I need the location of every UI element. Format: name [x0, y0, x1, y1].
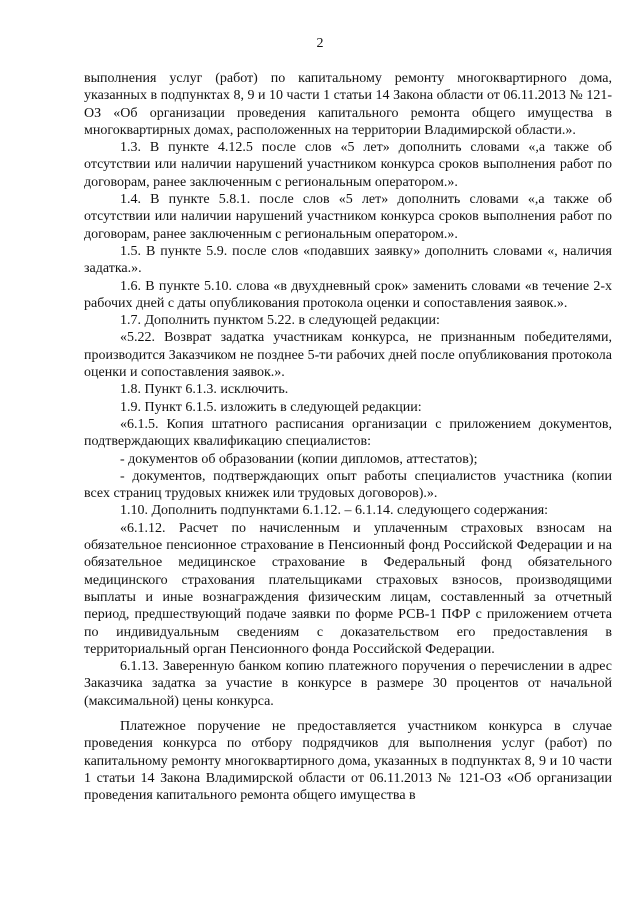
paragraph-1-10: 1.10. Дополнить подпунктами 6.1.12. – 6.1.14. следующего содержания: — [120, 503, 549, 519]
paragraph-1-8: 1.8. Пункт 6.1.3. исключить. — [120, 382, 289, 398]
paragraph-list-item-experience: - документов, подтверждающих опыт работы специалистов участника (копии всех страниц трудовых книжек или трудовых договоров).». — [84, 468, 612, 502]
paragraph-payment-order: Платежное поручение не предоставляется участником конкурса в случае проведения конкурса по отбору подрядчиков для выполнения услуг (работ) по капитальному ремонту многоквартирного дома, указанных в подпунктах 8, 9 и 10 части 1 статьи 14 Закона Владимирской области от 06.11.2013 № 121-ОЗ «Об организации проведения капитального ремонта общего имущества в — [84, 718, 612, 804]
paragraph-continuation: выполнения услуг (работ) по капитальному ремонту многоквартирного дома, указанных в подпунктах 8, 9 и 10 части 1 статьи 14 Закона области от 06.11.2013 № 121-ОЗ «Об организации проведения капитального ремонта общего имущества в многоквартирных домах, расположенных на территории Владимирской области.». — [84, 71, 612, 138]
paragraph-1-3: 1.3. В пункте 4.12.5 после слов «5 лет» дополнить словами «,а также об отсутствии или наличии нарушений участником конкурса сроков выполнения работ по договорам, ранее заключенным с региональным оператором.». — [84, 140, 612, 190]
paragraph-6-1-12: «6.1.12. Расчет по начисленным и уплаченным страховых взносам на обязательное пенсионное страхование в Пенсионный фонд Российской Федерации и на обязательное медицинское страхование в Федеральный фонд обязательного медицинского страхования плательщиками страховых взносов, производящими выплаты и иные вознаграждения физическим лицам, составленный за отчетный период, предшествующий подаче заявки по форме РСВ-1 ПФР с приложением отчета по индивидуальным сведениям с доказательством его предоставления в территориальный орган Пенсионного фонда Российской Федерации. — [84, 520, 612, 657]
paragraph-1-5: 1.5. В пункте 5.9. после слов «подавших заявку» дополнить словами «, наличия задатка.». — [84, 243, 612, 277]
paragraph-1-4: 1.4. В пункте 5.8.1. после слов «5 лет» дополнить словами «,а также об отсутствии или наличии нарушений участником конкурса сроков выполнения работ по договорам, ранее заключенным с региональным оператором.». — [84, 192, 612, 242]
paragraph-6-1-13: 6.1.13. Заверенную банком копию платежного поручения о перечислении в адрес Заказчика задатка за участие в конкурсе в размере 30 процентов от начальной (максимальной) цены конкурса. — [84, 659, 612, 709]
paragraph-list-item-education: - документов об образовании (копии дипломов, аттестатов); — [120, 451, 478, 467]
paragraph-5-22: «5.22. Возврат задатка участникам конкурса, не признанным победителями, производится Заказчиком не позднее 5-ти рабочих дней после опубликования протокола оценки и сопоставления заявок.». — [84, 330, 612, 381]
paragraph-1-6: 1.6. В пункте 5.10. слова «в двухдневный срок» заменить словами «в течение 2-х рабочих дней с даты опубликования протокола оценки и сопоставления заявок.». — [84, 278, 612, 311]
paragraph-6-1-5: «6.1.5. Копия штатного расписания организации с приложением документов, подтверждающих квалификацию специалистов: — [84, 416, 612, 450]
paragraph-1-9: 1.9. Пункт 6.1.5. изложить в следующей редакции: — [120, 399, 422, 415]
paragraph-1-7: 1.7. Дополнить пунктом 5.22. в следующей редакции: — [120, 313, 440, 329]
page-number: 2 — [316, 36, 324, 51]
document-body — [84, 70, 612, 804]
